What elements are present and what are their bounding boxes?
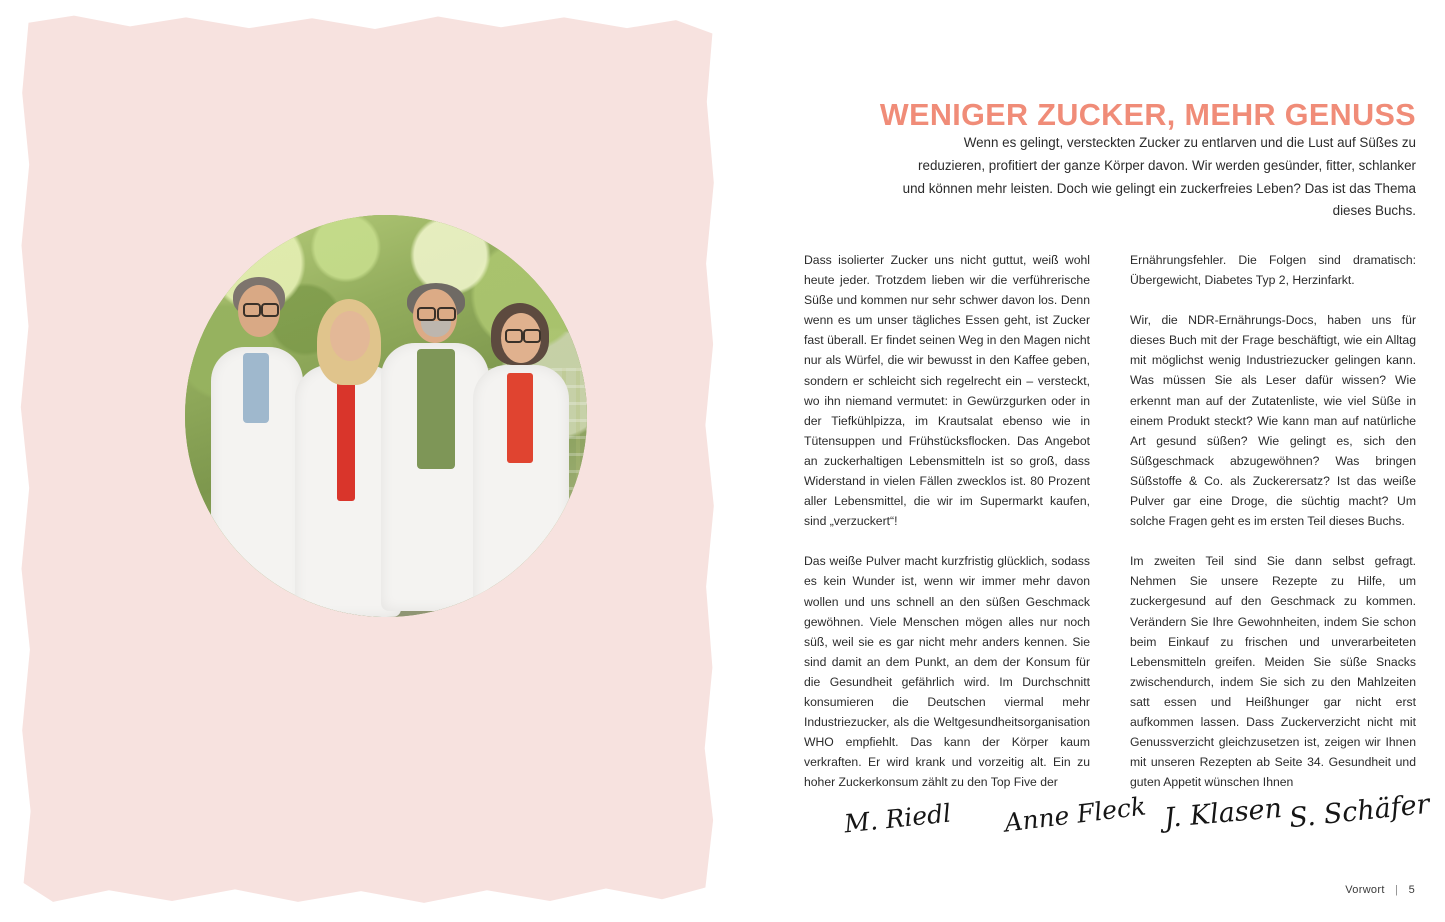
signature: M. Riedl xyxy=(842,798,953,839)
team-photo xyxy=(185,215,587,617)
glasses-right-lens xyxy=(437,307,456,321)
glasses-right-lens xyxy=(523,329,541,343)
signature: Anne Fleck xyxy=(1002,791,1148,838)
body-column-right xyxy=(1130,250,1416,792)
body-column-left xyxy=(804,250,1090,792)
glasses-left-lens xyxy=(505,329,523,343)
page-title: WENIGER ZUCKER, MEHR GENUSS xyxy=(879,98,1416,133)
footer-separator: | xyxy=(1395,884,1399,896)
green-shirt xyxy=(417,349,455,469)
glasses-left-lens xyxy=(243,303,261,317)
lead-paragraph: Wenn es gelingt, versteckten Zucker zu entlarven und die Lust auf Süßes zu reduzieren, profitiert der ganze Körper davon. Wir werden gesünder, fitter, schlanker und können mehr leisten. Doch wie gelingt ein zuckerfreies Leben? Das ist das Thema dieses Buchs. xyxy=(902,135,1416,219)
paragraph: Wir, die NDR-Ernährungs-Docs, haben uns für dieses Buch mit der Frage beschäftigt, wie ein Alltag mit möglichst wenig Industriezucker gelingen kann. Was müssen Sie als Leser dafür wissen? Wie erkennt man auf der Zutatenliste, wie viel Süße in einem Produkt steckt? Wie kann man auf natürliche Art gesund süßen? Wie gelingt es, sich den Süßgeschmack abzugewöhnen? Was bringen Süßstoffe & Co. als Zuckerersatz? Ist das weiße Pulver gar eine Droge, die süchtig macht? Um solche Fragen geht es im ersten Teil dieses Buchs. xyxy=(1130,313,1416,529)
red-top xyxy=(507,373,533,463)
page-footer xyxy=(1345,884,1415,896)
body-columns xyxy=(804,250,1416,792)
signature: S. Schäfer xyxy=(1287,788,1431,835)
shirt xyxy=(243,353,269,423)
glasses-left-lens xyxy=(417,307,436,321)
paragraph: Im zweiten Teil sind Sie dann selbst gefragt. Nehmen Sie unsere Rezepte zu Hilfe, um zuckergesund auf den Geschmack zu kommen. Verändern Sie Ihre Gewohnheiten, indem Sie schon beim Einkauf zu frischen und unverarbeiteten Lebensmitteln greifen. Meiden Sie süße Snacks zwischendurch, indem Sie sich zu den Mahlzeiten satt essen und Heißhunger gar nicht erst aufkommen lassen. Dass Zuckerverzicht nicht mit Genussverzicht gleichzusetzen ist, zeigen wir Ihnen mit unseren Rezepten ab Seite 34. Gesundheit und guten Appetit wünschen Ihnen xyxy=(1130,554,1416,790)
face xyxy=(330,311,370,361)
footer-section-label: Vorwort xyxy=(1345,884,1385,896)
paragraph: Dass isolierter Zucker uns nicht guttut, weiß wohl heute jeder. Trotzdem lieben wir die verführerische Süße und kommen nur sehr schwer davon los. Denn wenn es um unser tägliches Essen geht, ist Zucker fast überall. Er findet seinen Weg in den Magen nicht nur als Würfel, die wir bewusst in den Kaffee geben, sondern er schleicht sich regelrecht ein – versteckt, wo ihn niemand vermutet: in Gewürzgurken oder in der Tiefkühlpizza, im Krautsalat ebenso wie in Tütensuppen und Frühstücksflocken. Das Angebot an zuckerhaltigen Lebensmitteln ist so groß, dass Widerstand in vielen Fällen zwecklos ist. 80 Prozent aller Lebensmittel, die wir im Supermarkt kaufen, sind „verzuckert“! xyxy=(804,253,1090,529)
paragraph: Das weiße Pulver macht kurzfristig glücklich, sodass es kein Wunder ist, wenn wir immer mehr davon wollen und uns schnell an den süßen Geschmack gewöhnen. Viele Menschen mögen alles nur noch süß, weil sie es gar nicht mehr anders kennen. Sie sind damit an dem Punkt, an dem der Konsum für die Gesundheit gefährlich wird. Im Durchschnitt konsumieren die Deutschen viermal mehr Industriezucker, als die Weltgesundheitsorganisation WHO empfiehlt. Das kann der Körper kaum verkraften. Er wird krank und vorzeitig alt. Ein zu hoher Zuckerkonsum zählt zu den Top Five der xyxy=(804,554,1090,790)
red-top xyxy=(337,371,355,501)
signature: J. Klasen xyxy=(1162,792,1284,835)
right-page xyxy=(760,0,1445,922)
paragraph: Ernährungsfehler. Die Folgen sind dramatisch: Übergewicht, Diabetes Typ 2, Herzinfarkt. xyxy=(1130,253,1416,288)
glasses-right-lens xyxy=(261,303,279,317)
signature-block xyxy=(804,788,1431,860)
page-number: 5 xyxy=(1408,884,1415,896)
